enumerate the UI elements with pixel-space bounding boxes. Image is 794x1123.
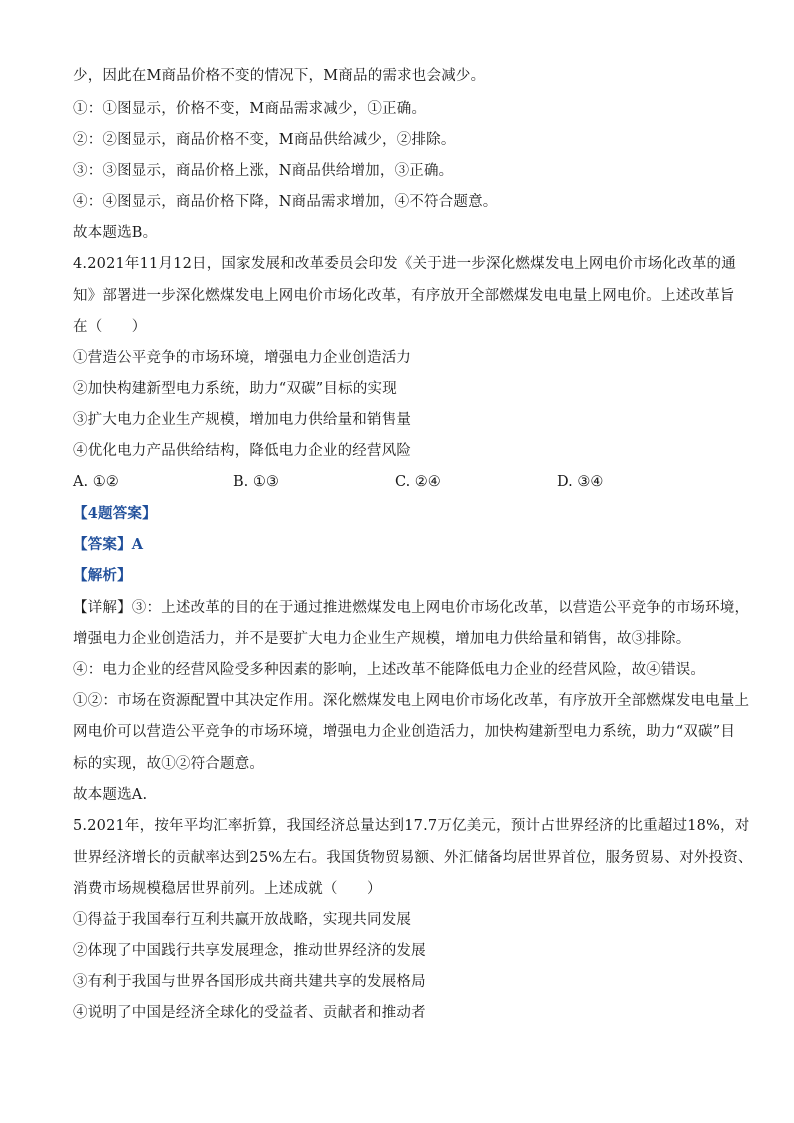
choice-item: ④说明了中国是经济全球化的受益者、贡献者和推动者 bbox=[73, 1005, 426, 1021]
answer-line bbox=[73, 535, 733, 555]
choice-item: ②体现了中国践行共享发展理念，推动世界经济的发展 bbox=[73, 943, 426, 959]
choice-item: ③扩大电力企业生产规模，增加电力供给量和销售量 bbox=[73, 412, 412, 428]
analysis-text: 标的实现，故①②符合题意。 bbox=[73, 756, 265, 772]
option-c: C. ②④ bbox=[395, 474, 441, 490]
choice-item: ①得益于我国奉行互利共赢开放战略，实现共同发展 bbox=[73, 912, 412, 928]
analysis-text: 【详解】③：上述改革的目的在于通过推进燃煤发电上网电价市场化改革，以营造公平竞争的市场环境， bbox=[73, 600, 750, 616]
analysis-text: 增强电力企业创造活力，并不是要扩大电力企业生产规模，增加电力供给量和销售，故③排除。 bbox=[73, 631, 691, 647]
question-5-stem: 世界经济增长的贡献率达到25%左右。我国货物贸易额、外汇储备均居世界首位，服务贸易、对外投资、 bbox=[73, 850, 753, 866]
analysis-text: 网电价可以营造公平竞争的市场环境，增强电力企业创造活力，加快构建新型电力系统，助力“双碳”目 bbox=[73, 724, 736, 740]
analysis-heading: 【解析】 bbox=[73, 567, 132, 584]
answer-label: 【答案】A bbox=[73, 536, 144, 553]
text-line: ②：②图显示，商品价格不变，M商品供给减少，②排除。 bbox=[73, 132, 456, 148]
choice-item: ③有利于我国与世界各国形成共商共建共享的发展格局 bbox=[73, 974, 426, 990]
text-line: 故本题选B。 bbox=[73, 225, 158, 241]
option-d: D. ③④ bbox=[557, 474, 604, 490]
analysis-text: ①②：市场在资源配置中其决定作用。深化燃煤发电上网电价市场化改革，有序放开全部燃煤发电电量上 bbox=[73, 693, 750, 709]
text-line: 少，因此在M商品价格不变的情况下，M商品的需求也会减少。 bbox=[73, 68, 486, 84]
choice-item: ④优化电力产品供给结构，降低电力企业的经营风险 bbox=[73, 443, 412, 459]
choice-item: ①营造公平竞争的市场环境，增强电力企业创造活力 bbox=[73, 350, 412, 366]
answer-options bbox=[73, 472, 733, 492]
text-line: ③：③图显示，商品价格上涨，N商品供给增加，③正确。 bbox=[73, 163, 454, 179]
question-5-stem: 消费市场规模稳居世界前列。上述成就（ ） bbox=[73, 881, 382, 897]
analysis-text: ④：电力企业的经营风险受多种因素的影响，上述改革不能降低电力企业的经营风险，故④错误。 bbox=[73, 662, 706, 678]
question-4-stem: 知》部署进一步深化燃煤发电上网电价市场化改革，有序放开全部燃煤发电电量上网电价。上述改革旨 bbox=[73, 288, 735, 304]
choice-item: ②加快构建新型电力系统，助力“双碳”目标的实现 bbox=[73, 381, 397, 397]
text-line: ④：④图显示，商品价格下降，N商品需求增加，④不符合题意。 bbox=[73, 194, 498, 210]
conclusion-text: 故本题选A. bbox=[73, 787, 148, 803]
answer-heading: 【4题答案】 bbox=[73, 505, 157, 522]
option-a: A. ①② bbox=[73, 474, 119, 490]
question-5-stem: 5.2021年，按年平均汇率折算，我国经济总量达到17.7万亿美元，预计占世界经济的比重超过18%，对 bbox=[73, 818, 750, 834]
text-line: ①：①图显示，价格不变，M商品需求减少，①正确。 bbox=[73, 101, 427, 117]
option-b: B. ①③ bbox=[233, 474, 279, 490]
question-4-stem: 在（ ） bbox=[73, 319, 147, 335]
question-4-stem: 4.2021年11月12日，国家发展和改革委员会印发《关于进一步深化燃煤发电上网电价市场化改革的通 bbox=[73, 256, 736, 272]
